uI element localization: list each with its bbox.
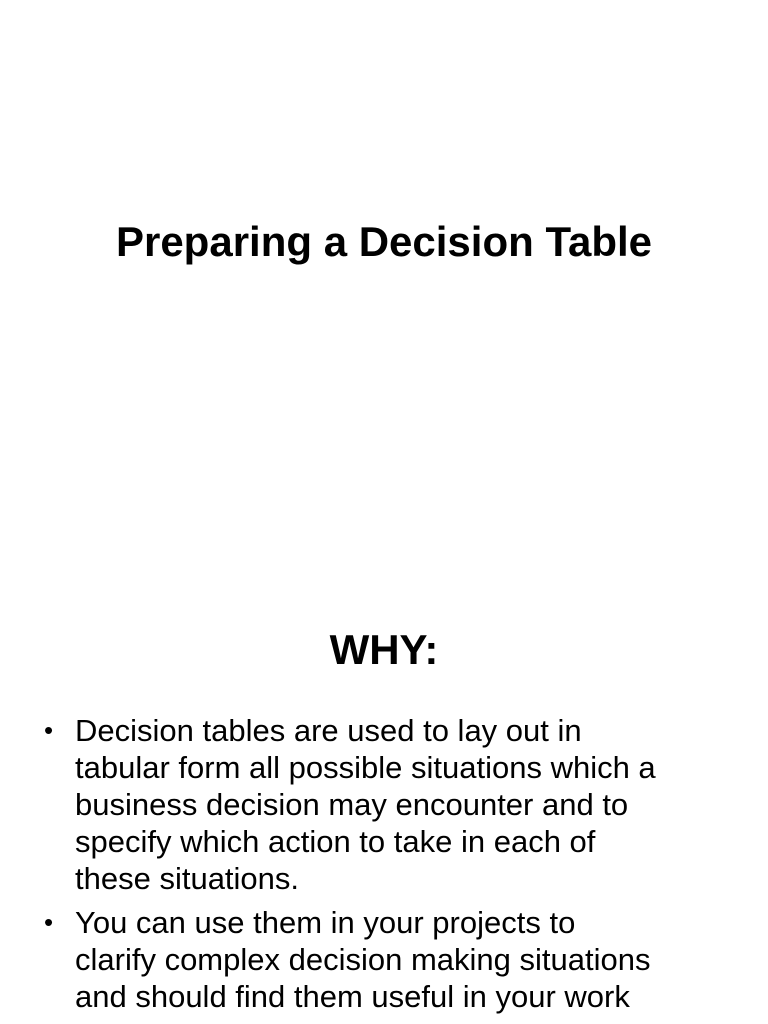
section-heading: WHY: [329, 626, 439, 673]
bullet-text-line: these situations. [75, 861, 300, 896]
bullet-text-line: You can use them in your projects to [75, 905, 576, 940]
bullet-item [44, 712, 744, 897]
bullet-text-line: tabular form all possible situations which a [75, 750, 656, 785]
bullet-item [44, 904, 744, 1015]
bullet-text-line: specify which action to take in each of [75, 824, 596, 859]
bullet-dot-icon: • [44, 907, 54, 937]
bullet-text-line: Decision tables are used to lay out in [75, 713, 582, 748]
bullet-dot-icon: • [44, 715, 54, 745]
bullet-text-line: clarify complex decision making situations [75, 942, 651, 977]
bullet-text-line: and should find them useful in your work [75, 979, 630, 1014]
bullet-text-line: business decision may encounter and to [75, 787, 629, 822]
slide-title: Preparing a Decision Table [115, 218, 653, 265]
bullet-list [44, 712, 744, 1022]
